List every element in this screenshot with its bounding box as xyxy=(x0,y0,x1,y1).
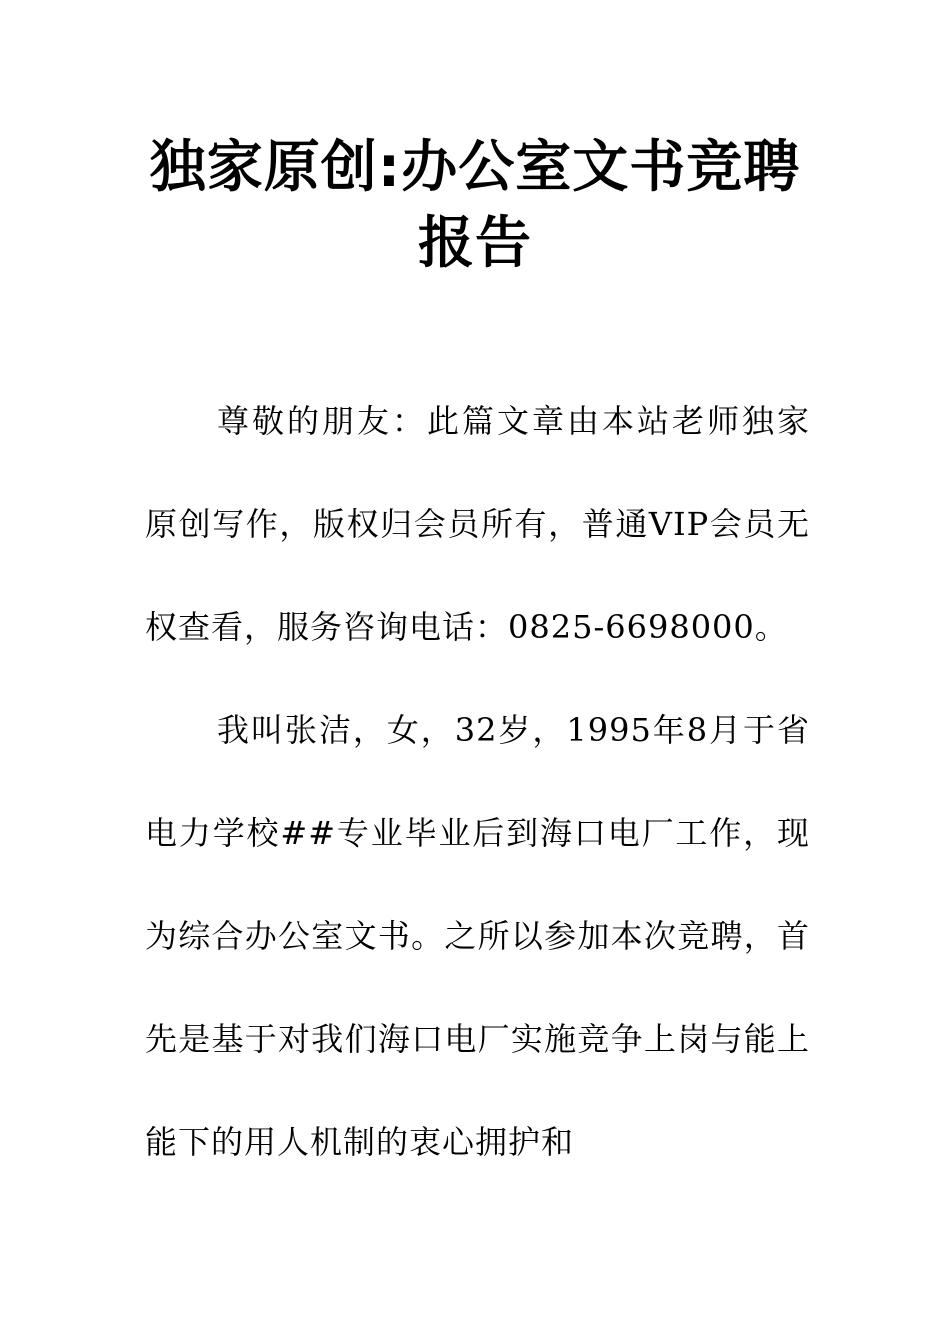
document-title: 独家原创:办公室文书竞聘报告 xyxy=(149,135,801,276)
paragraph-introduction: 我叫张洁，女，32岁，1995年8月于省电力学校##专业毕业后到海口电厂工作，现为综合办公室文书。之所以参加本次竞聘，首先是基于对我们海口电厂实施竞争上岗与能上能下的用人机制的衷心拥护和 xyxy=(145,711,810,1161)
paragraph-notice: 尊敬的朋友：此篇文章由本站老师独家原创写作，版权归会员所有，普通VIP会员无权查看，服务咨询电话：0825-6698000。 xyxy=(145,402,810,646)
document-body xyxy=(145,370,810,1194)
